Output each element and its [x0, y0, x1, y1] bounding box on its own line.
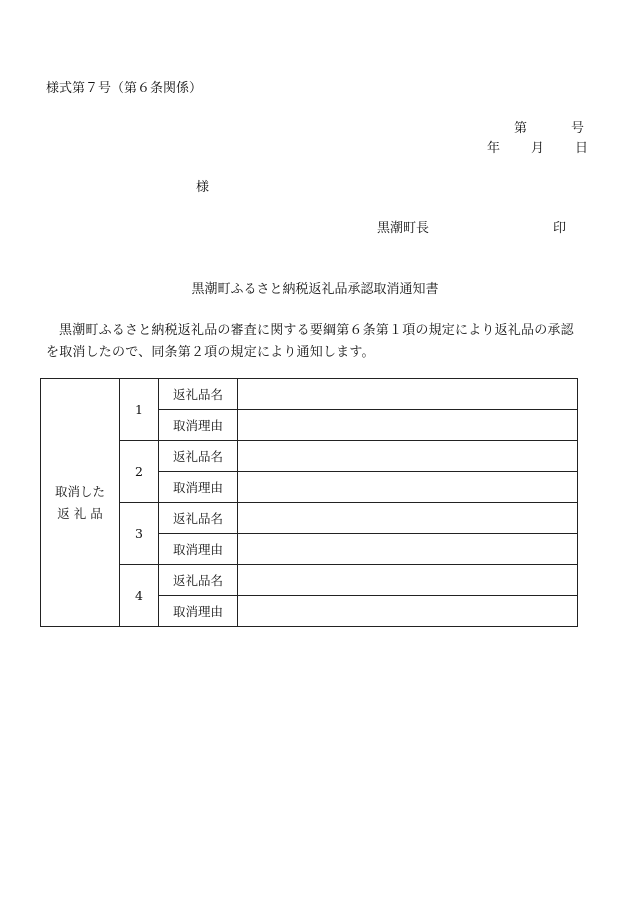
date-year: 年 [487, 141, 501, 156]
cancel-reason-label: 取消理由 [159, 472, 238, 503]
table-row [41, 379, 578, 410]
seal-mark: 印 [553, 221, 567, 236]
number-suffix: 号 [571, 121, 585, 136]
table-row [41, 565, 578, 596]
cancel-reason-field[interactable] [238, 534, 578, 565]
group-label-line: 返 礼 品 [57, 505, 103, 521]
group-label-cell [41, 379, 120, 627]
row-number: 1 [120, 379, 159, 441]
item-name-label: 返礼品名 [159, 503, 238, 534]
row-number: 4 [120, 565, 159, 627]
cancel-reason-field[interactable] [238, 410, 578, 441]
group-label-line: 取消した [54, 483, 105, 499]
item-name-label: 返礼品名 [159, 379, 238, 410]
row-number: 3 [120, 503, 159, 565]
number-prefix: 第 [514, 121, 528, 136]
date-line [487, 142, 588, 155]
item-name-field[interactable] [238, 379, 578, 410]
form-number: 様式第７号（第６条関係） [46, 81, 203, 96]
item-name-field[interactable] [238, 503, 578, 534]
body-text: 黒潮町ふるさと納税返礼品の審査に関する要綱第６条第１項の規定により返礼品の承認を取消したので、同条第２項の規定により通知します。 [46, 323, 574, 360]
cancel-reason-label: 取消理由 [159, 596, 238, 627]
document-title: 黒潮町ふるさと納税返礼品承認取消通知書 [191, 282, 439, 297]
item-name-label: 返礼品名 [159, 565, 238, 596]
cancel-reason-field[interactable] [238, 472, 578, 503]
document-number-line [514, 122, 584, 135]
item-name-field[interactable] [238, 441, 578, 472]
row-number: 2 [120, 441, 159, 503]
cancel-reason-label: 取消理由 [159, 410, 238, 441]
returned-items-table [40, 378, 578, 627]
issuer-line [377, 222, 566, 235]
cancel-reason-field[interactable] [238, 596, 578, 627]
date-day: 日 [575, 141, 589, 156]
issuer-name: 黒潮町長 [377, 221, 430, 236]
item-name-field[interactable] [238, 565, 578, 596]
table-row [41, 441, 578, 472]
table-row [41, 503, 578, 534]
addressee-suffix: 様 [196, 180, 210, 195]
cancel-reason-label: 取消理由 [159, 534, 238, 565]
date-month: 月 [531, 141, 545, 156]
item-name-label: 返礼品名 [159, 441, 238, 472]
